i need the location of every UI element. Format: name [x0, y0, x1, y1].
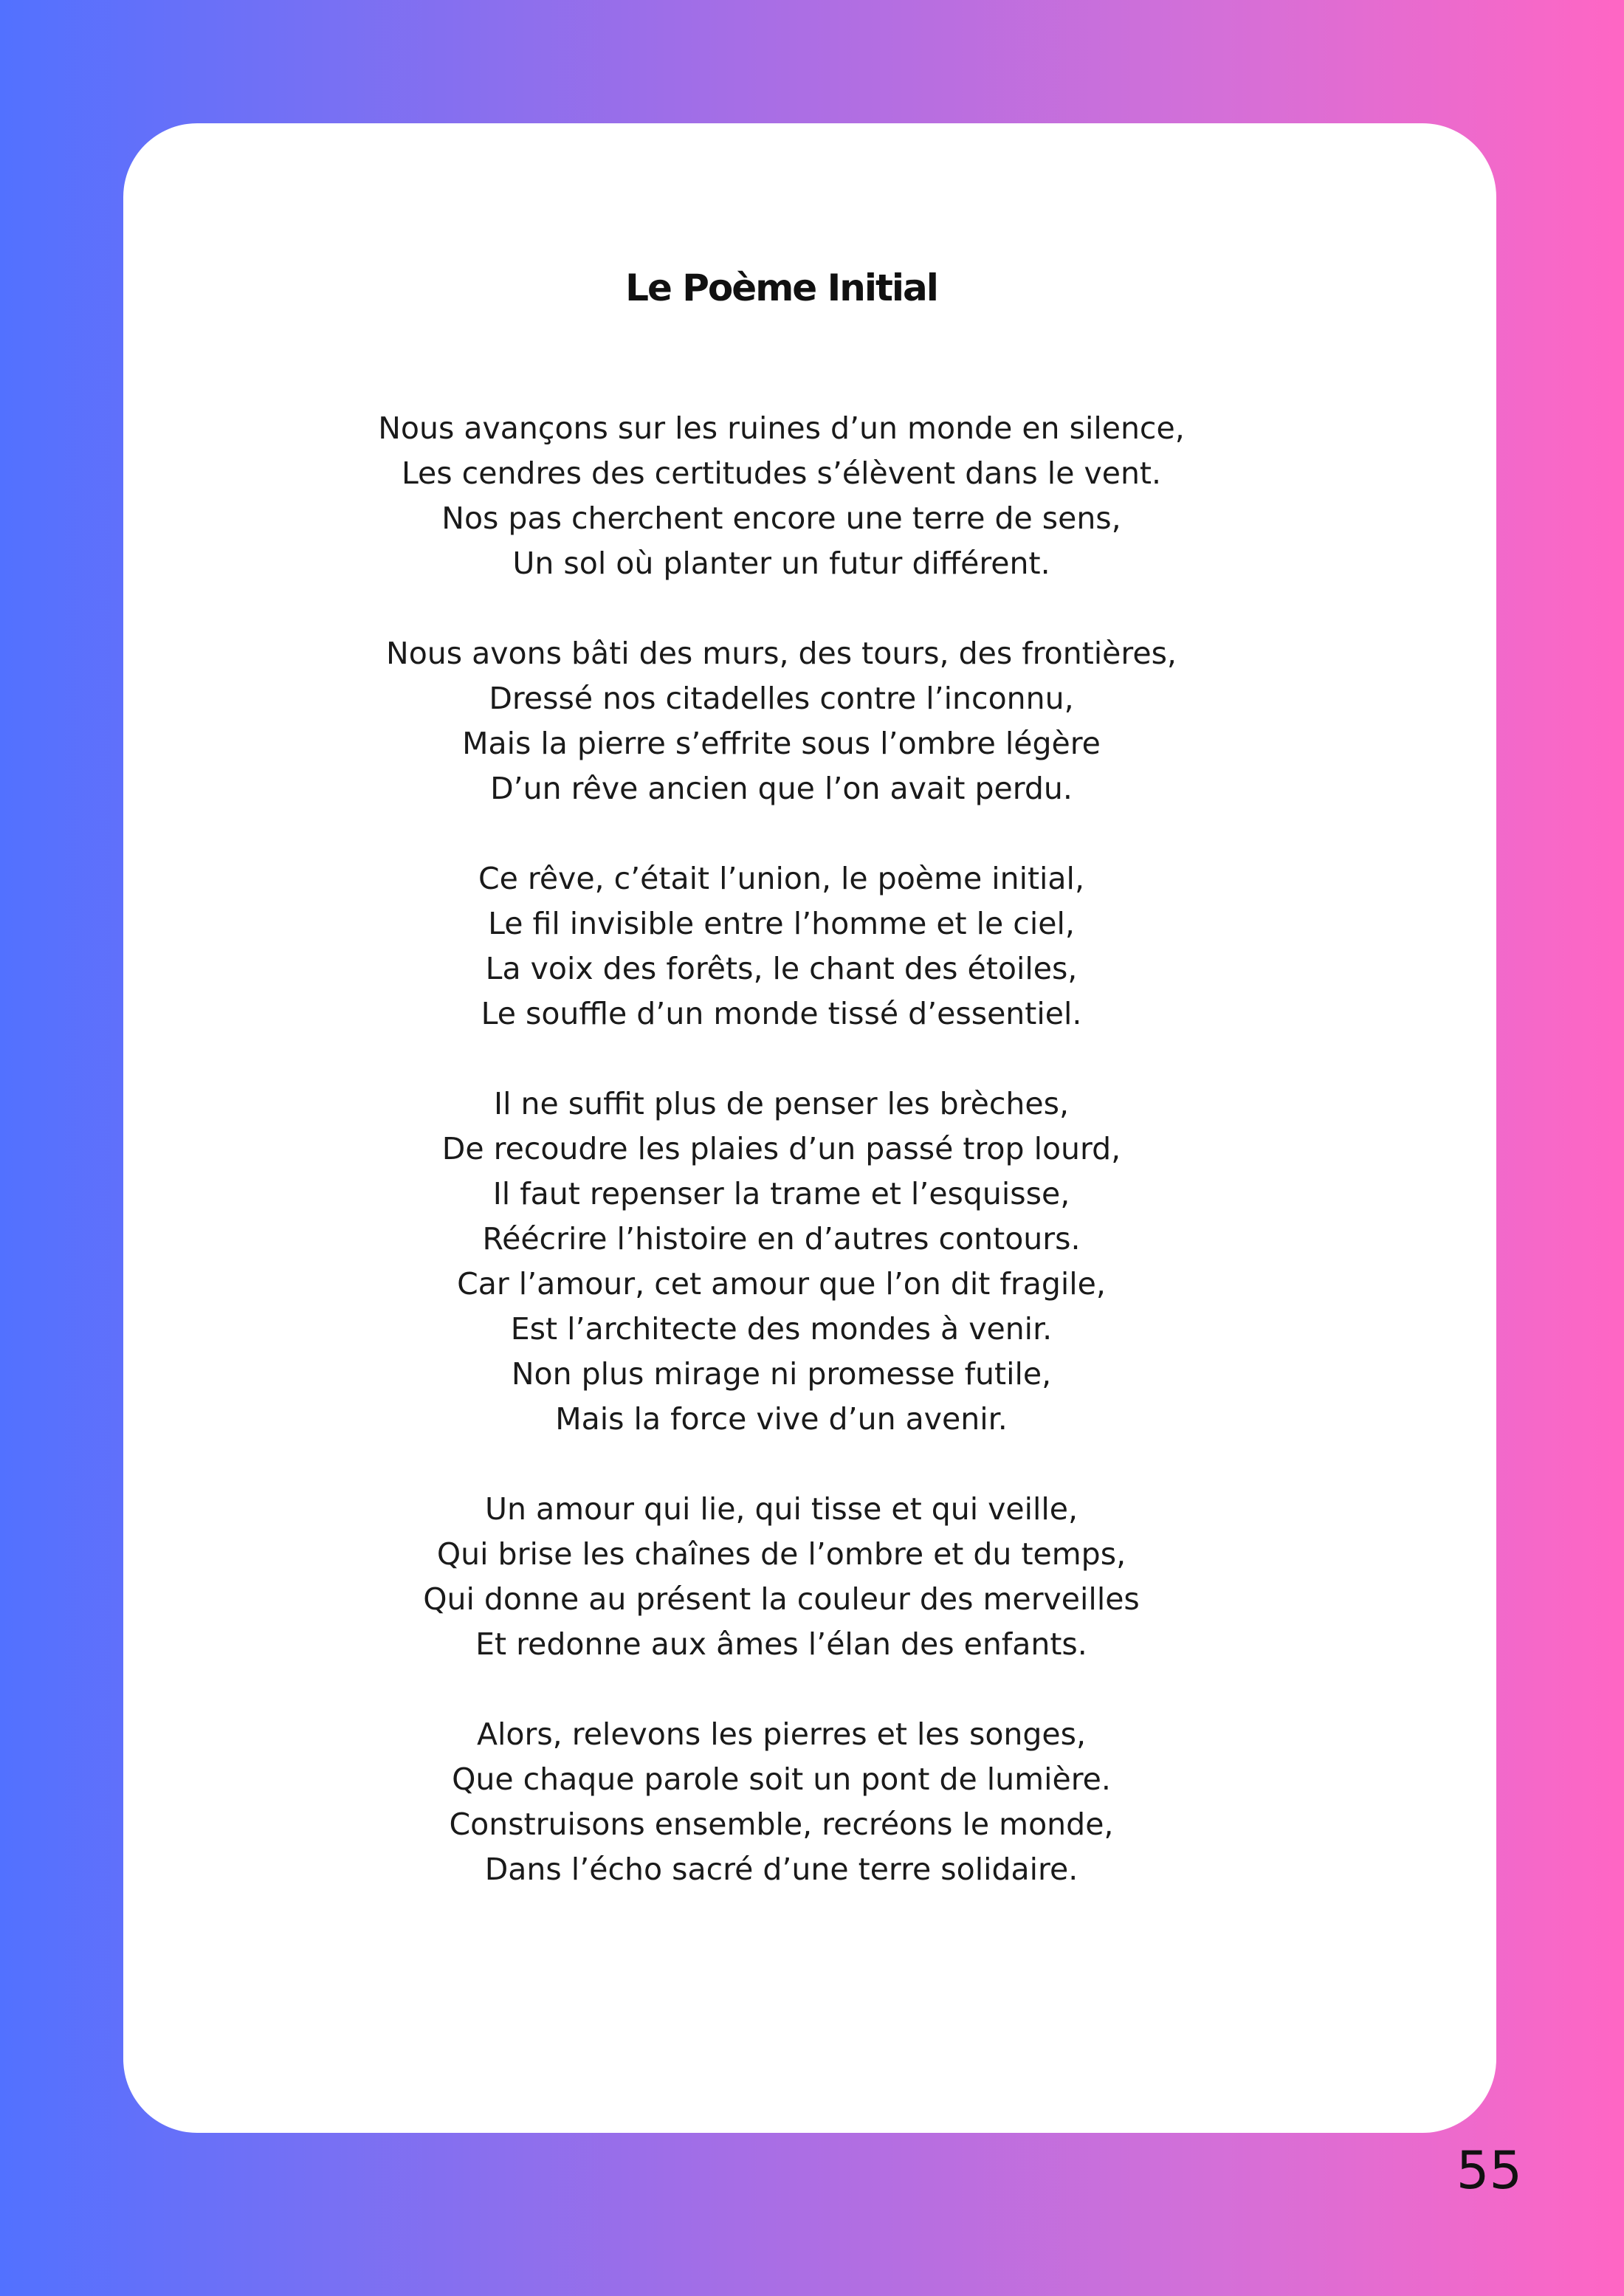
- stanza: [0, 1082, 1563, 1442]
- poem-line: De recoudre les plaies d’un passé trop lourd,: [441, 1131, 1121, 1166]
- stanza: [0, 1712, 1563, 1892]
- poem-line: Car l’amour, cet amour que l’on dit fragile,: [457, 1266, 1106, 1302]
- stanza: [0, 1487, 1563, 1667]
- poem-line: Qui donne au présent la couleur des merveilles: [423, 1581, 1140, 1617]
- poem-title: Le Poème Initial: [625, 267, 937, 309]
- poem-line: Dressé nos citadelles contre l’inconnu,: [489, 681, 1074, 716]
- poem-line: Nous avons bâti des murs, des tours, des frontières,: [386, 636, 1177, 671]
- poem-line: Construisons ensemble, recréons le monde,: [449, 1807, 1114, 1842]
- stanza: [0, 631, 1563, 811]
- poem-line: Que chaque parole soit un pont de lumière.: [452, 1761, 1111, 1797]
- poem-line: Nous avançons sur les ruines d’un monde en silence,: [378, 410, 1185, 446]
- poem-line: Un amour qui lie, qui tisse et qui veille,: [484, 1491, 1078, 1527]
- page-number: 55: [1456, 2140, 1522, 2201]
- stanza: [0, 856, 1563, 1037]
- poem-line: Ce rêve, c’était l’union, le poème initial,: [478, 861, 1084, 896]
- poem-line: Qui brise les chaînes de l’ombre et du temps,: [436, 1536, 1126, 1572]
- poem-line: Mais la pierre s’effrite sous l’ombre légère: [462, 726, 1101, 761]
- poem-line: Dans l’écho sacré d’une terre solidaire.: [484, 1852, 1078, 1887]
- poem-line: D’un rêve ancien que l’on avait perdu.: [490, 771, 1073, 806]
- poem-line: Le souffle d’un monde tissé d’essentiel.: [481, 996, 1082, 1031]
- poem-line: Non plus mirage ni promesse futile,: [511, 1356, 1052, 1392]
- poem-line: Le fil invisible entre l’homme et le ciel,: [488, 906, 1075, 941]
- poem-body: [0, 406, 1563, 1937]
- poem-line: Les cendres des certitudes s’élèvent dans le vent.: [401, 456, 1162, 491]
- poem-line: Un sol où planter un futur différent.: [512, 546, 1050, 581]
- poem-line: Et redonne aux âmes l’élan des enfants.: [475, 1626, 1087, 1662]
- poem-line: Alors, relevons les pierres et les songes,: [476, 1716, 1087, 1752]
- poem-line: Il ne suffit plus de penser les brèches,: [494, 1086, 1069, 1121]
- poem-line: Est l’architecte des mondes à venir.: [510, 1311, 1053, 1347]
- poem-line: Nos pas cherchent encore une terre de sens,: [441, 501, 1121, 536]
- poem-line: Réécrire l’histoire en d’autres contours.: [482, 1221, 1081, 1257]
- poem-line: La voix des forêts, le chant des étoiles,: [485, 951, 1078, 986]
- poem-line: Mais la force vive d’un avenir.: [555, 1401, 1008, 1437]
- poem-line: Il faut repenser la trame et l’esquisse,: [492, 1176, 1070, 1211]
- stanza: [0, 406, 1563, 586]
